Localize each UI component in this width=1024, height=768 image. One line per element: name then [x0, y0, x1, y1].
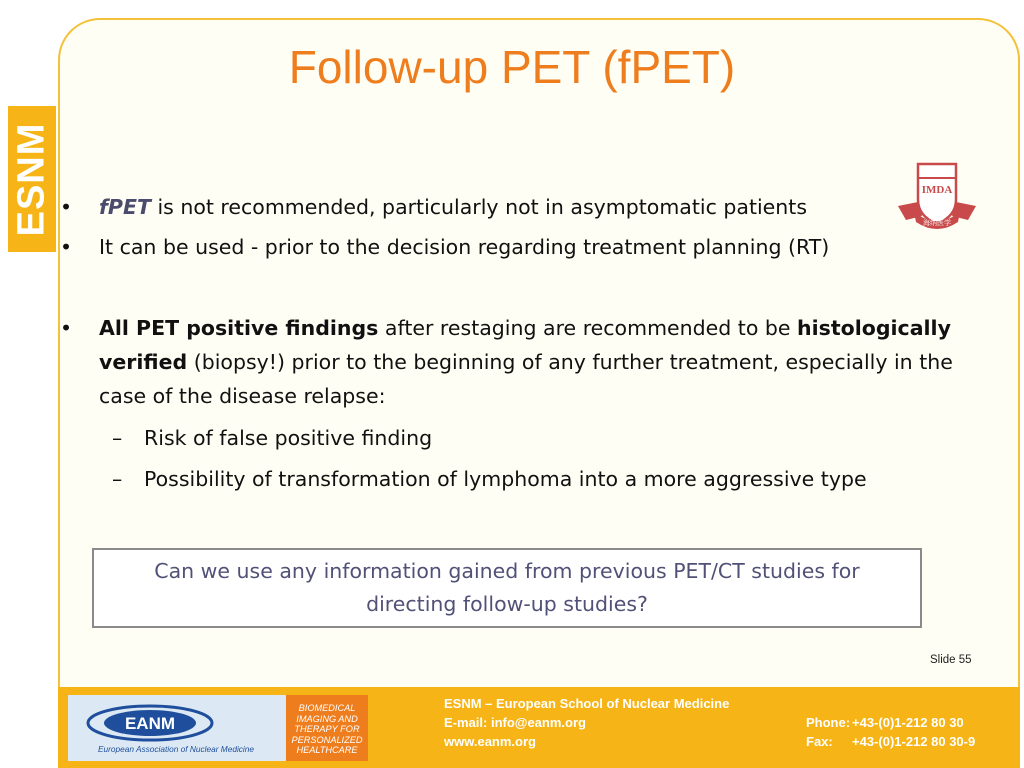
question-box	[92, 548, 922, 628]
slide-number: Slide 55	[930, 654, 972, 666]
eanm-tagline	[290, 703, 364, 756]
bold-phrase: histologically verified	[99, 316, 951, 374]
imda-logo-subtitle: 海纳医学	[923, 219, 951, 227]
side-tab	[8, 106, 56, 252]
fax-number: +43-(0)1-212 80 30-9	[852, 734, 976, 749]
eanm-banner	[68, 695, 368, 761]
question-text: Can we use any information gained from previous PET/CT studies for directing follow-up studies?	[154, 559, 860, 616]
bullet-marker: •	[60, 316, 73, 340]
side-label: ESNM	[10, 122, 53, 236]
slide-title: Follow-up PET (fPET)	[288, 41, 736, 93]
imda-logo-name: IMDA	[921, 184, 953, 196]
eanm-full-name: European Association of Nuclear Medicine	[97, 744, 255, 754]
footer-phone	[806, 713, 975, 751]
bullet-marker: •	[60, 195, 73, 219]
bullet-marker: •	[60, 235, 73, 259]
bullet-text	[99, 190, 959, 224]
dash-marker: –	[112, 467, 123, 491]
sub-bullet-text: Possibility of transformation of lymphoma into a more aggressive type	[144, 467, 867, 491]
eanm-logo-text: EANM	[124, 714, 176, 733]
dash-marker: –	[112, 426, 123, 450]
tagline-line: HEALTHCARE	[296, 745, 358, 756]
bullet-body: is not recommended, particularly not in asymptomatic patients	[150, 195, 807, 219]
sub-bullet-text: Risk of false positive finding	[144, 426, 433, 450]
fax-label: Fax:	[806, 734, 833, 749]
website-link[interactable]: www.eanm.org	[444, 734, 536, 749]
tagline-line: PERSONALIZED	[291, 734, 363, 745]
fax-row	[806, 732, 975, 751]
fpet-term: fPET	[99, 195, 151, 219]
eanm-logo	[72, 699, 282, 757]
tagline-line: BIOMEDICAL	[298, 703, 356, 713]
tagline-line: IMAGING AND	[296, 713, 358, 724]
school-name: ESNM – European School of Nuclear Medicine	[444, 696, 730, 711]
phone-number: +43-(0)1-212 80 30	[852, 715, 964, 730]
phone-row	[806, 713, 975, 732]
bullet-text	[99, 311, 959, 413]
bullet-body: (biopsy!) prior to the beginning of any further treatment, especially in the case of the disease relapse:	[99, 350, 953, 408]
email-text[interactable]: E-mail: info@eanm.org	[444, 715, 586, 730]
footer-bar	[58, 687, 1020, 768]
bullet-text: It can be used - prior to the decision regarding treatment planning (RT)	[99, 235, 830, 259]
bold-phrase: All PET positive findings	[99, 316, 379, 340]
footer-contact	[444, 694, 729, 751]
phone-label: Phone:	[806, 715, 851, 730]
bullet-body: after restaging are recommended to be	[378, 316, 798, 340]
tagline-line: THERAPY FOR	[294, 724, 360, 735]
